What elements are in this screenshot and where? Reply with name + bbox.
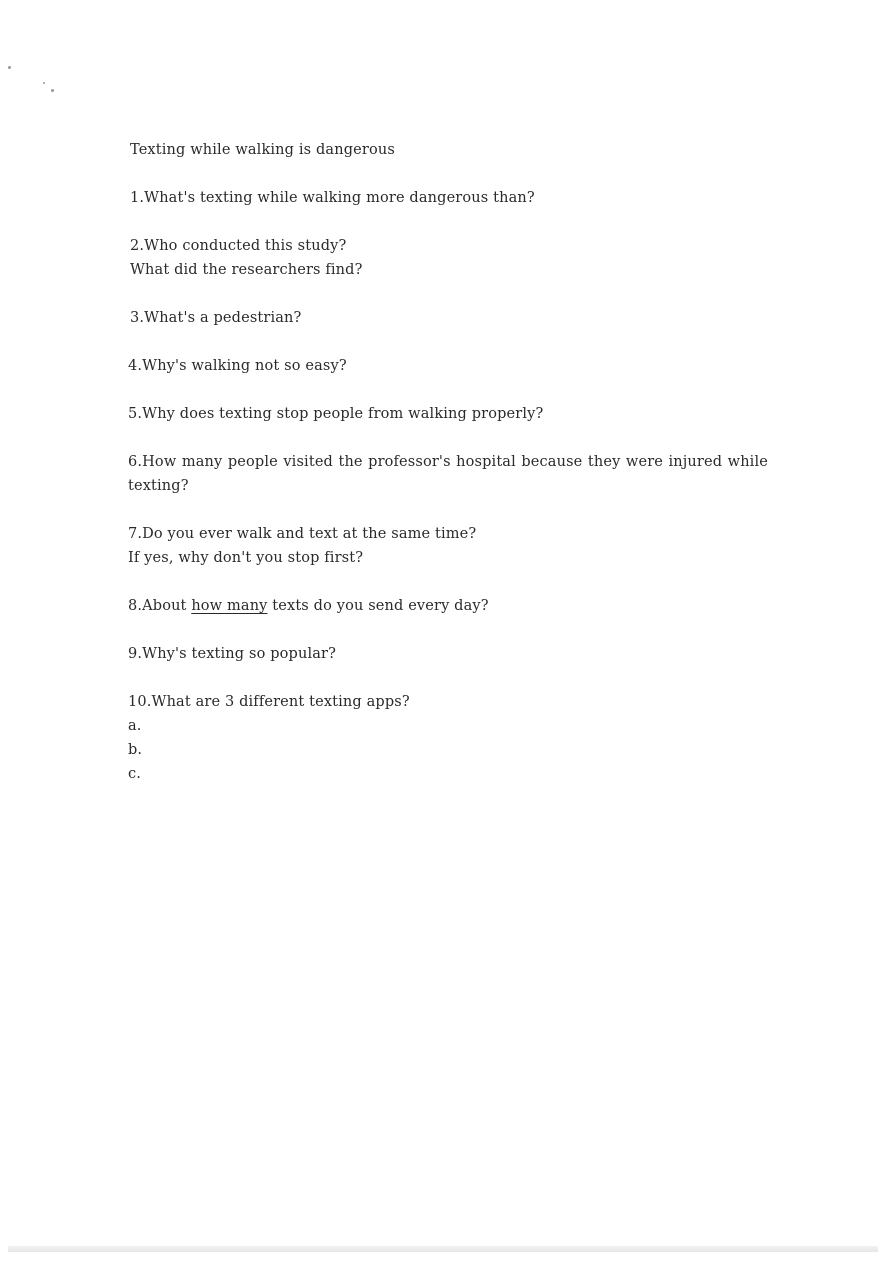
question-text: 6.How many people visited the professor's hospital because they were injured while texting?	[128, 454, 768, 494]
scan-speck	[51, 89, 54, 92]
question-10	[128, 690, 768, 786]
answer-slot-a: a.	[128, 718, 142, 734]
question-text: 7.Do you ever walk and text at the same time?	[128, 526, 477, 542]
question-9	[128, 642, 768, 666]
question-6	[128, 450, 768, 498]
answer-slot-b: b.	[128, 742, 143, 758]
question-8	[128, 594, 768, 618]
scan-speck	[8, 66, 11, 69]
question-text: 4.Why's walking not so easy?	[128, 358, 347, 374]
question-text: What did the researchers find?	[130, 262, 363, 278]
question-text: 5.Why does texting stop people from walking properly?	[128, 406, 544, 422]
question-7	[128, 522, 768, 570]
question-text: 8.About how many texts do you send every day?	[128, 598, 489, 614]
question-text: 1.What's texting while walking more dangerous than?	[130, 190, 535, 206]
question-3	[130, 306, 768, 330]
underlined-phrase: how many	[191, 598, 268, 614]
worksheet-title: Texting while walking is dangerous	[130, 142, 395, 158]
question-text: 9.Why's texting so popular?	[128, 646, 337, 662]
question-1	[130, 186, 768, 210]
question-text: If yes, why don't you stop first?	[128, 550, 364, 566]
question-2	[130, 234, 768, 282]
question-5	[128, 402, 768, 426]
question-4	[128, 354, 768, 378]
question-text: 3.What's a pedestrian?	[130, 310, 302, 326]
scan-bottom-edge	[8, 1246, 878, 1252]
question-text: 2.Who conducted this study?	[130, 238, 347, 254]
question-text: 10.What are 3 different texting apps?	[128, 694, 410, 710]
scan-speck	[43, 82, 45, 84]
answer-slot-c: c.	[128, 766, 142, 782]
worksheet	[128, 138, 768, 810]
